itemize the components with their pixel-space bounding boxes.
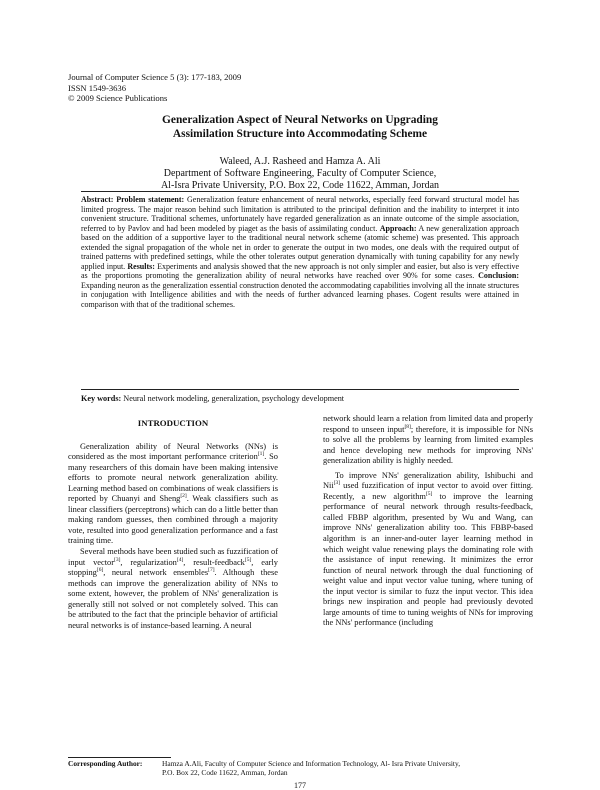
corr-line-1: Hamza A.Ali, Faculty of Computer Science and Information Technology, Al- Isra Private University, [162, 759, 461, 768]
text-run: Generalization ability of Neural Networks (NNs) is considered as the most important performance criterion [68, 441, 278, 462]
corr-line-2: P.O. Box 22, Code 11622, Amman, Jordan [162, 768, 288, 778]
citation-ref: [1] [257, 451, 265, 458]
title-line-2: Assimilation Structure into Accommodating Scheme [172, 127, 428, 140]
paper-title [100, 114, 500, 142]
text-run: to improve the learning performance of neural network through results-feedback, called FBBP algorithm, presented by Wu and Wang, can improve NNs' generalization ability too. This FBBP-based algorithm is an inner-and-outer layer learning method in which weight value renewing plays the dominating role with the assistance of input renewing. It minimizes the error function of neural network through the dual functioning of weight value and input vector value tuning, where tuning of the input vector is similar to fuzz the input vector. This idea brings new inspiration and people had previously devoted large amounts of time to tuning weights of NNs for improving the NNs' performance (including [323, 491, 533, 628]
text-run: , result-feedback [183, 557, 245, 567]
left-column [68, 414, 278, 631]
keywords-text: Neural network modeling, generalization, psychology development [123, 394, 345, 403]
journal-info [68, 72, 241, 104]
abstract-top-rule [81, 191, 519, 192]
section-heading-introduction: INTRODUCTION [137, 418, 209, 428]
author-address: Al-Isra Private University, P.O. Box 22, Code 11622, Amman, Jordan [160, 180, 440, 192]
journal-citation: Journal of Computer Science 5 (3): 177-183, 2009 [68, 72, 242, 82]
corresponding-author [68, 759, 538, 778]
abstract-label: Abstract: [81, 195, 114, 204]
author-block [100, 156, 500, 193]
text-run: . Although these methods can improve the generalization ability of NNs to some extent, however, the problem of NNs' generalization is generally still not solved or not completely solved. This can be attributed to the fact that the principle behavior of artificial neural networks is of instance-based learning. A neural [68, 568, 278, 630]
results-label: Results: [127, 261, 155, 271]
text-run: network should learn a relation from limited data and properly respond to unseen input [323, 414, 533, 434]
citation-ref: [5] [244, 556, 252, 563]
citation-ref: [3] [333, 480, 341, 487]
page-number: 177 [294, 781, 306, 790]
citation-ref: [8] [404, 423, 411, 430]
approach-text: A new generalization approach based on the addition of a supportive layer to the traditional neural network scheme (atomic scheme) was presented. This approach extended the signal propagation of the whole net in order to generate the output in two modes, one deals with the required output of trained patterns with predefined settings, while the other tolerates output generation dynamically with tuning capability for any newly applied input. [81, 223, 520, 271]
journal-copyright: © 2009 Science Publications [68, 93, 168, 104]
citation-ref: [3] [114, 556, 121, 563]
approach-label: Approach: [379, 223, 417, 233]
text-run: used fuzzification of input vector to avoid over fitting. Recently, a new algorithm [323, 481, 533, 501]
corresponding-author-label: Corresponding Author: [68, 759, 143, 768]
intro-paragraph-3 [323, 414, 533, 467]
text-run: , early stopping [68, 557, 278, 578]
text-run: To improve NNs' generalization ability, Ishibuchi and Nii [323, 470, 533, 491]
citation-ref: [5] [425, 491, 433, 498]
citation-ref: [2] [180, 493, 187, 500]
author-department: Department of Software Engineering, Faculty of Computer Science, [163, 168, 437, 180]
abstract-bottom-rule [81, 389, 519, 390]
footnote-rule [68, 757, 171, 758]
citation-ref: [4] [176, 556, 184, 563]
abstract [81, 195, 519, 310]
intro-paragraph-2 [68, 547, 278, 631]
text-run: . So many researchers of this domain have been making intensive efforts to promote neural network generalization ability. Learning method based on combinations of weak classifiers is reported by Chuanyi and Sheng [68, 452, 278, 504]
keywords [81, 394, 519, 404]
text-run: , neural network ensembles [103, 568, 209, 578]
journal-issn: ISSN 1549-3636 [68, 82, 127, 93]
title-line-1: Generalization Aspect of Neural Networks on Upgrading [162, 114, 438, 126]
text-run: . Weak classifiers such as linear classifiers (perceptrons) which can do a little better than making random guesses, then combined through a majority vote, resulted into good generalization performance and a fast training time. [68, 494, 278, 546]
problem-label: Problem statement: [116, 195, 185, 204]
problem-text: Generalization feature enhancement of neural networks, especially feed forward structural model has limited progress. The major reason behind such limitation is attributed to the principal definition and the inability to interpret it into convenient structure. Traditional schemes, unfortunately have regarded generalization as an innate outcome of the simple association, referred to by Pavlov and had been modeled by piaget as the basis of assimilating conduct. [81, 195, 520, 233]
keywords-label: Key words: [81, 394, 122, 403]
conclusion-label: Conclusion: [478, 271, 519, 281]
text-run: Several methods have been studied such as fuzzification of input vector [68, 547, 278, 567]
text-run: ; therefore, it is impossible for NNs to solve all the problems by learning from limited examples and hence developing new methods for improving NNs' generalization ability is highly needed. [323, 424, 533, 466]
citation-ref: [6] [96, 567, 104, 574]
text-run: , regularization [120, 557, 177, 567]
citation-ref: [7] [208, 567, 215, 574]
author-names: Waleed, A.J. Rasheed and Hamza A. Ali [219, 156, 381, 167]
results-text: Experiments and analysis showed that the new approach is not only simpler and easier, but also is very effective as the proportions promoting the generalization ability of neural networks have reached over 90% for some cases. [81, 261, 520, 281]
intro-paragraph-4 [323, 471, 533, 629]
intro-paragraph-1 [68, 442, 278, 547]
conclusion-text: Expanding neuron as the generalization essential construction denoted the accommodating capabilities involving all the innate structures in conjugation with Intelligence abilities and with the needs of further advanced learning phases. Cogent results were attained in comparison with that of the traditional schemes. [81, 280, 519, 310]
corresponding-author-details [162, 759, 536, 778]
right-column [323, 414, 533, 629]
